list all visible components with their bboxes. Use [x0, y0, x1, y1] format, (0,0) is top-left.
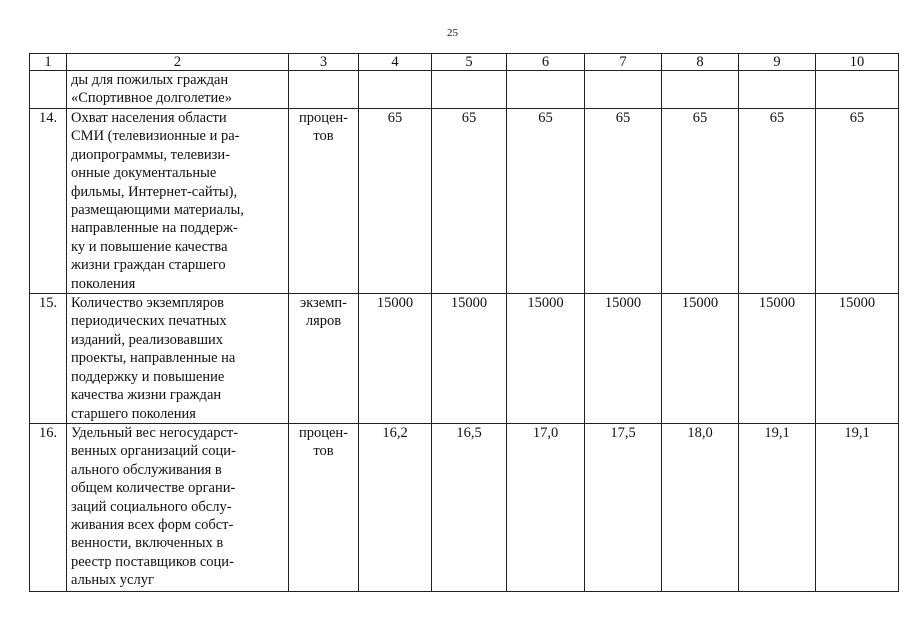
table-row [30, 71, 899, 109]
table-body [30, 71, 899, 592]
unit-of-measure [289, 71, 359, 109]
indicator-name-line: реестр поставщиков соци- [71, 553, 234, 570]
value-cell: 15000 [359, 294, 432, 424]
page-number: 25 [447, 27, 458, 39]
value-cell [816, 71, 899, 109]
indicator-name-line: онные документальные [71, 165, 217, 182]
value-cell: 65 [359, 109, 432, 294]
indicator-name-line: ального обслуживания в [71, 461, 222, 478]
indicator-name [67, 109, 289, 294]
indicator-name-line: проекты, направленные на [71, 350, 236, 367]
value-cell: 19,1 [739, 423, 816, 591]
indicator-name-line: общем количестве органи- [71, 480, 236, 497]
indicator-name-line: ку и повышение качества [71, 238, 228, 255]
indicator-name-line: изданий, реализовавших [71, 331, 223, 348]
value-cell [507, 71, 585, 109]
value-cell [432, 71, 507, 109]
value-cell: 19,1 [816, 423, 899, 591]
column-number: 2 [67, 54, 289, 71]
indicator-name-line: фильмы, Интернет-сайты), [71, 183, 238, 200]
indicator-name-line: СМИ (телевизионные и ра- [71, 128, 240, 145]
table-row [30, 109, 899, 294]
indicator-name-line: старшего поколения [71, 405, 196, 422]
indicator-name-line: альных услуг [71, 572, 154, 589]
value-cell: 17,5 [585, 423, 662, 591]
indicator-name-line: заций социального обслу- [71, 498, 232, 515]
indicator-name-line: живания всех форм собст- [71, 516, 234, 533]
value-cell: 15000 [739, 294, 816, 424]
value-cell: 17,0 [507, 423, 585, 591]
indicator-name-line: «Спортивное долголетие» [71, 90, 232, 107]
value-cell: 18,0 [662, 423, 739, 591]
value-cell [739, 71, 816, 109]
unit-line: тов [313, 128, 334, 145]
column-number: 9 [739, 54, 816, 71]
column-number: 8 [662, 54, 739, 71]
unit-line: тов [313, 443, 334, 460]
indicator-name-line: венных организаций соци- [71, 443, 236, 460]
column-number-row [30, 54, 899, 71]
column-number: 6 [507, 54, 585, 71]
value-cell: 65 [662, 109, 739, 294]
value-cell [359, 71, 432, 109]
value-cell: 15000 [432, 294, 507, 424]
indicator-name-line: ды для пожилых граждан [71, 72, 229, 88]
indicator-name-line: жизни граждан старшего [71, 257, 226, 274]
value-cell [585, 71, 662, 109]
value-cell: 15000 [585, 294, 662, 424]
indicator-name-line: направленные на поддерж- [71, 220, 238, 237]
unit-of-measure [289, 294, 359, 424]
value-cell: 65 [816, 109, 899, 294]
row-number [30, 71, 67, 109]
indicator-name [67, 294, 289, 424]
unit-line: процен- [298, 424, 349, 441]
table-row [30, 423, 899, 591]
value-cell: 15000 [507, 294, 585, 424]
column-number: 7 [585, 54, 662, 71]
row-number: 16. [30, 423, 67, 591]
indicators-table [29, 53, 899, 592]
value-cell: 65 [432, 109, 507, 294]
indicator-name-line: Количество экземпляров [71, 295, 224, 312]
indicator-name-line: Удельный вес негосударст- [71, 424, 239, 441]
column-number: 10 [816, 54, 899, 71]
value-cell [662, 71, 739, 109]
value-cell: 65 [507, 109, 585, 294]
indicator-name-line: венности, включенных в [71, 535, 224, 552]
row-number: 15. [30, 294, 67, 424]
value-cell: 65 [585, 109, 662, 294]
indicator-name-line: поддержку и повышение [71, 368, 225, 385]
column-number: 3 [289, 54, 359, 71]
value-cell: 15000 [816, 294, 899, 424]
indicator-name-line: Охват населения области [71, 110, 227, 126]
indicator-name-line: периодических печатных [71, 313, 227, 330]
unit-line: ляров [305, 313, 342, 330]
unit-of-measure [289, 109, 359, 294]
value-cell: 65 [739, 109, 816, 294]
column-number: 1 [30, 54, 67, 71]
indicator-name [67, 71, 289, 109]
value-cell: 16,2 [359, 423, 432, 591]
indicator-name-line: качества жизни граждан [71, 387, 222, 404]
indicator-name [67, 423, 289, 591]
unit-line: экземп- [299, 295, 347, 312]
unit-line: процен- [298, 110, 349, 126]
table-row [30, 294, 899, 424]
row-number: 14. [30, 109, 67, 294]
value-cell: 15000 [662, 294, 739, 424]
value-cell: 16,5 [432, 423, 507, 591]
column-number: 5 [432, 54, 507, 71]
indicator-name-line: размещающими материалы, [71, 202, 244, 219]
indicator-name-line: диопрограммы, телевизи- [71, 146, 230, 163]
indicator-name-line: поколения [71, 275, 136, 292]
unit-of-measure [289, 423, 359, 591]
column-number: 4 [359, 54, 432, 71]
